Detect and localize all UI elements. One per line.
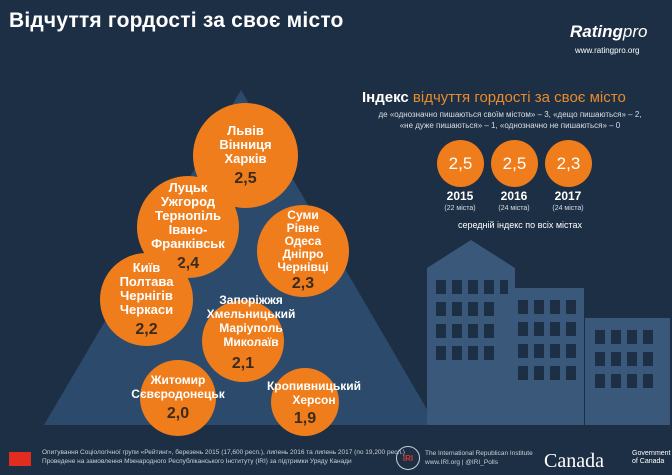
logo-url: www.ratingpro.org (575, 46, 640, 55)
index-2016-circle: 2,5 (491, 140, 538, 187)
index-2015-circle: 2,5 (437, 140, 484, 187)
building-roof (427, 240, 515, 268)
index-title: Індекс відчуття гордості за своє місто (362, 89, 626, 106)
bubble-group-1: Львів Вінниця Харків 2,5 (193, 103, 298, 208)
year-2017-note: (24 міста) (552, 205, 584, 212)
year-2016-note: (24 міста) (498, 205, 530, 212)
footer-source: Опитування Соціологічної групи «Рейтинг», березень 2015 (17,600 респ.), липень 2016 та липень 2017 (по 19,200 респ.) Проведене на замовлення Міжнародного Республіканського Інституту (IRI) за підтримки Уряду Канади (42, 449, 405, 465)
ground-line (0, 425, 672, 445)
year-2017: 2017 (554, 189, 582, 203)
bubble-group-7: 1,9 (271, 368, 339, 436)
index-2017-circle: 2,3 (545, 140, 592, 187)
year-2015-note: (22 міста) (444, 205, 476, 212)
group-5-cities: Запоріжжя Хмельницький Маріуполь Миколаїв (206, 293, 296, 349)
page-title: Відчуття гордості за своє місто (9, 9, 344, 32)
bubble-group-3: Суми Рівне Одеса Дніпро Чернівці 2,3 (257, 205, 349, 297)
rating-logo: Ratingpro (570, 22, 648, 41)
rating-footer-logo (9, 452, 31, 466)
iri-logo: IRI (396, 446, 420, 470)
iri-text: The International Republican Institute www.IRI.org | @IRI_Polls (425, 450, 533, 466)
group-7-cities: Кропивницький Херсон (266, 379, 362, 407)
bubble-group-2: Луцьк Ужгород Тернопіль Івано-Франківськ 2,4 (137, 176, 239, 278)
bubble-group-6: Житомир Сєвєродонецьк 2,0 (140, 360, 216, 436)
bubble-group-4: Київ Полтава Чернігів Черкаси 2,2 (100, 253, 193, 346)
canada-wordmark: Canada (544, 450, 604, 472)
bubble-group-5: 2,1 (202, 300, 284, 382)
government-of-canada: Government of Canada (632, 450, 671, 465)
year-2015: 2015 (446, 189, 474, 203)
average-label: середній індекс по всіх містах (457, 220, 583, 230)
year-2016: 2016 (500, 189, 528, 203)
index-description: де «однозначно пишаються своїм містом» – 3, «дещо пишаються» – 2, «не дуже пишаються» – 1, «однозначно не пишаються» – 0 (378, 110, 642, 130)
